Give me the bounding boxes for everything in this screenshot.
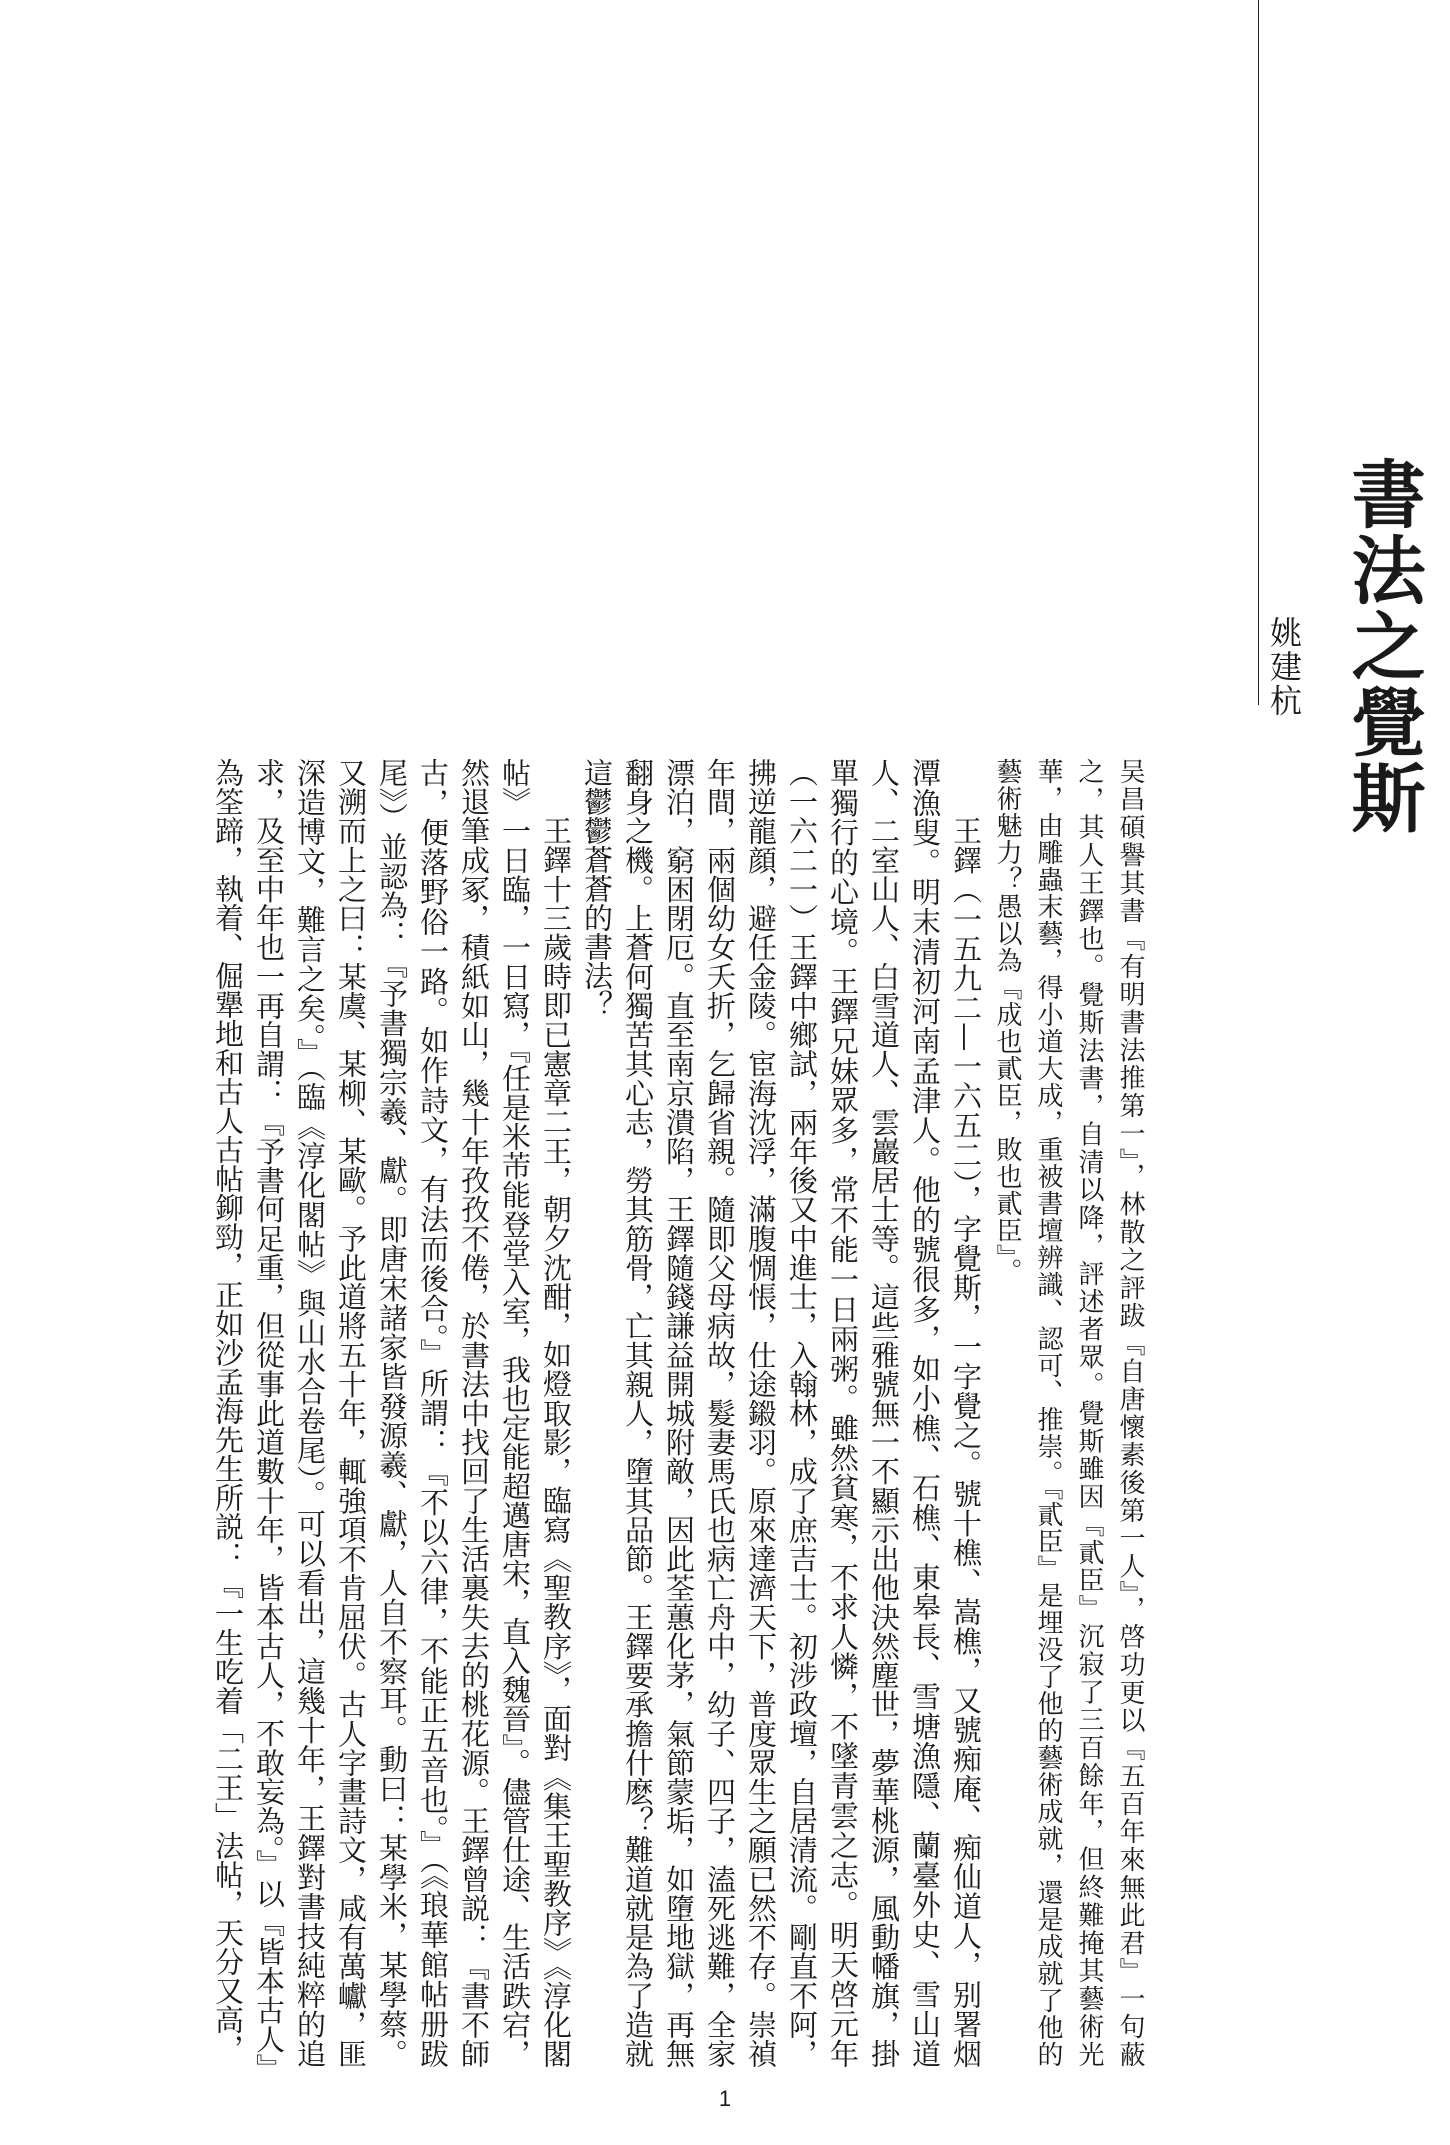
margin-rule	[1258, 0, 1259, 705]
page-number: 1	[718, 2086, 732, 2111]
article-body	[100, 758, 1150, 2068]
author-name: 姚建杭	[1265, 616, 1303, 718]
body-paragraph-2: 王鐸十三歲時即已憲章二王，朝夕沈酣，如燈取影，臨寫《聖教序》，面對《集王聖教序》《淳化閣帖》一日臨，一日寫，『任是米芾能登堂入室，我也定能超邁唐宋，直入魏晉』。儘管仕途、生活跌宕，然退筆成冢，積紙如山，幾十年孜孜不倦，於書法中找回了生活裏失去的桃花源。王鐸曾説：『書不師古，便落野俗一路。如作詩文，有法而後合。』所謂：『不以六律，不能正五音也。』（《琅華館帖册跋尾》）並認為：『予書獨宗羲、獻。即唐宋諸家皆發源羲、獻，人自不察耳。動曰：某學米，某學蔡。又溯而上之曰：某虞、某柳、某歐。予此道將五十年，輒強項不肯屈伏。古人字畫詩文，咸有萬巘，匪深造博文，難言之矣。』（臨《淳化閣帖》與山水合卷尾）。可以看出，這幾十年，王鐸對書技純粹的追求，及至中年也一再自謂：『予書何足重，但從事此道數十年，皆本古人，不敢妄為。』以『皆本古人』為筌蹄，執着、倔犟地和古人古帖鉚勁，正如沙孟海先生所説：『一生吃着「二王」法帖，天分又高，	[211, 758, 573, 2068]
article-title: 書法之覺斯	[1339, 456, 1426, 836]
intro-paragraph: 吴昌碩譽其書『有明書法推第一』，林散之評跋『自唐懷素後第一人』，啓功更以『五百年來無此君』一句蔽之，其人王鐸也。覺斯法書，自清以降，評述者眾。覺斯雖因『貳臣』沉寂了三百餘年，但終難掩其藝術光華，由雕蟲末藝，得小道大成，重被書壇辨識、認可、推崇。『貳臣』是埋没了他的藝術成就，還是成就了他的藝術魅力？愚以為『成也貳臣，敗也貳臣』。	[992, 758, 1145, 2068]
body-paragraph-1: 王鐸（一五九二—一六五二），字覺斯，一字覺之。號十樵、嵩樵，又號痴庵、痴仙道人，别署烟潭漁叟。明末清初河南孟津人。他的號很多，如小樵、石樵、東皋長、雪塘漁隱、蘭臺外史、雪山道人、二室山人、白雪道人、雲巖居士等。這些雅號無一不顯示出他決然塵世，夢華桃源，風動幡旗，掛單獨行的心境。王鐸兄妹眾多，常不能一日兩粥。雖然貧寒，不求人憐，不墜青雲之志。明天啓元年（一六二一）王鐸中鄉試，兩年後又中進士，入翰林，成了庶吉士。初涉政壇，自居清流。剛直不阿，拂逆龍顔，避任金陵。宦海沈浮，滿腹惆悵，仕途鎩羽。原來達濟天下，普度眾生之願已然不存。崇禎年間，兩個幼女夭折，乞歸省親。隨即父母病故，髮妻馬氏也病亡舟中，幼子、四子，溘死逃難，全家漂泊，窮困閉厄。直至南京潰陷，王鐸隨錢謙益開城附敵，因此荃蕙化茅，氣節蒙垢，如墮地獄，再無翻身之機。上蒼何獨苦其心志，勞其筋骨，亡其親人，墮其品節。王鐸要承擔什麽？難道就是為了造就這鬱鬱蒼蒼的書法？	[580, 758, 983, 2068]
